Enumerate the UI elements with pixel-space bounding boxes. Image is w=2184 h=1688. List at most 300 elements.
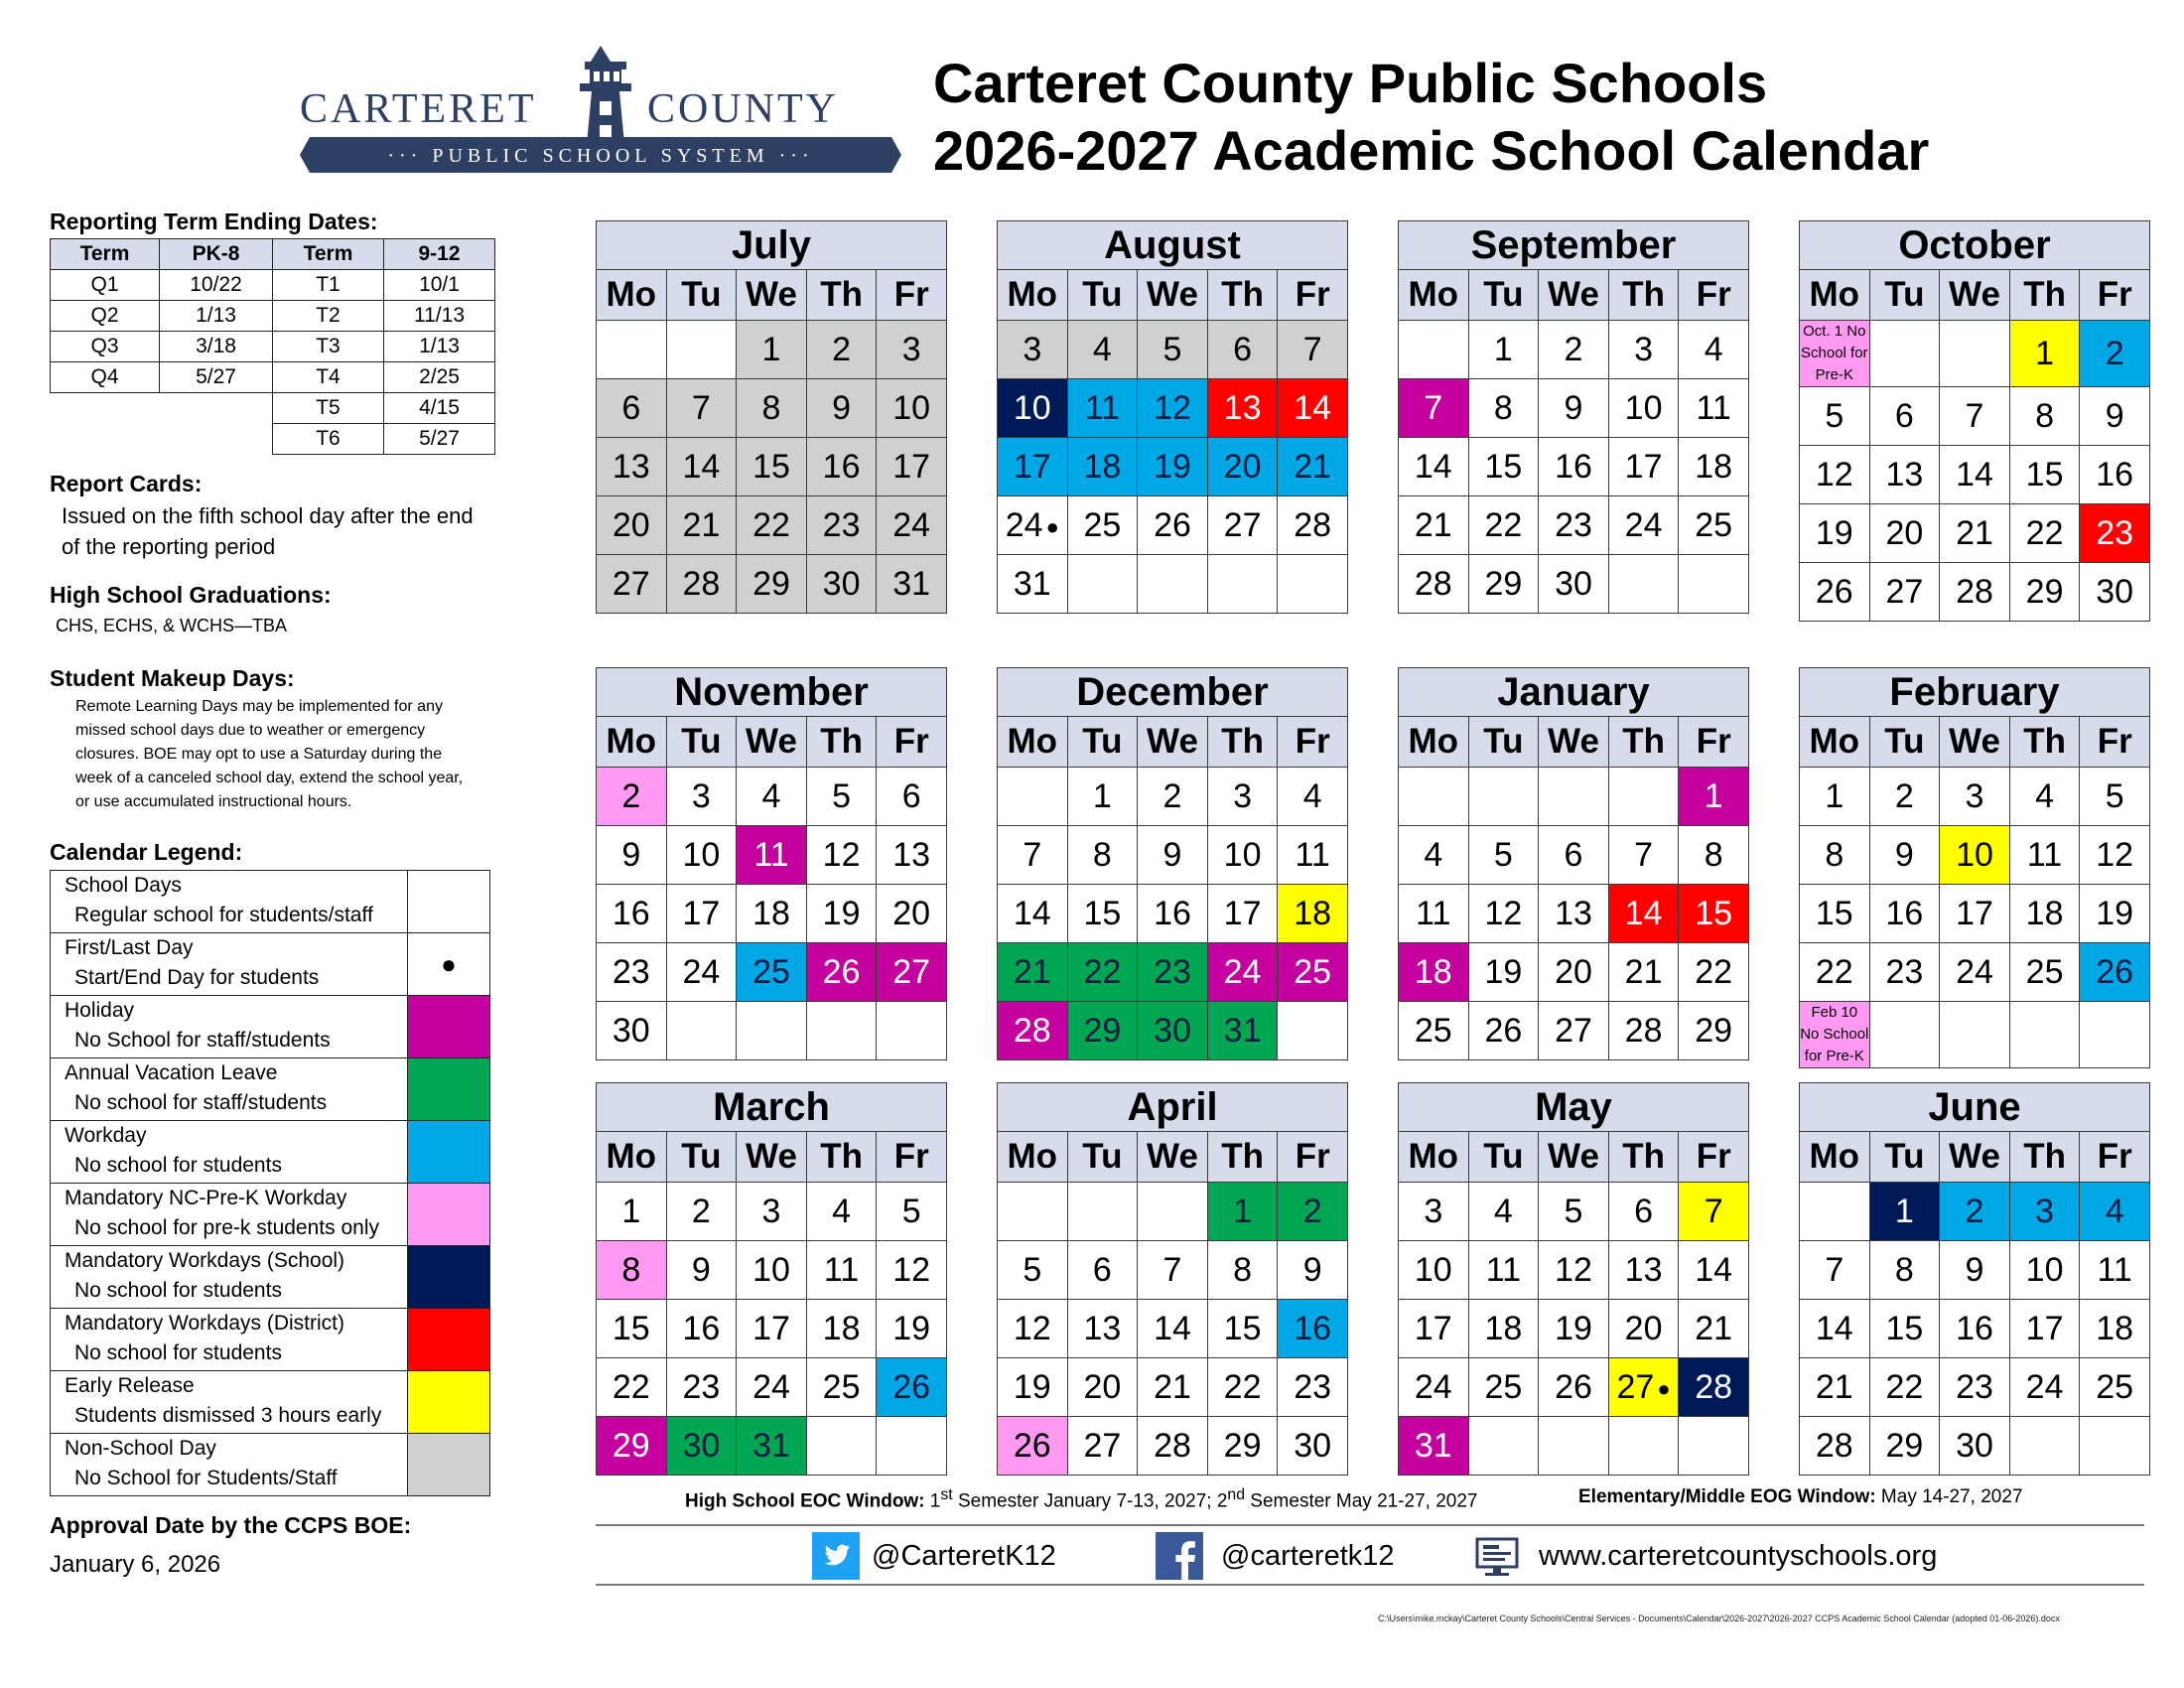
- day-cell: [666, 826, 737, 885]
- reporting-row: [51, 301, 495, 332]
- day-cell: [2080, 1183, 2150, 1241]
- day-number: 22: [1815, 952, 1853, 991]
- day-number: 16: [1555, 447, 1592, 486]
- day-number: 23: [822, 505, 861, 544]
- day-number: 5: [1564, 1192, 1583, 1230]
- day-number: 28: [1956, 572, 1993, 611]
- day-number: 23: [1956, 1367, 1993, 1406]
- week-row: [597, 1358, 947, 1417]
- day-number: 9: [2105, 396, 2124, 435]
- day-number: 29: [612, 1426, 650, 1465]
- day-cell: [2009, 826, 2080, 885]
- month-march: [596, 1082, 947, 1476]
- weekday-header: Tu: [1067, 717, 1138, 768]
- day-cell: [998, 826, 1068, 885]
- day-cell: [1207, 555, 1278, 614]
- day-number: 18: [1294, 894, 1332, 932]
- day-number: 6: [1092, 1250, 1112, 1289]
- weekday-header: Th: [2009, 717, 2080, 768]
- day-number: 13: [1223, 388, 1262, 427]
- day-cell: [1800, 504, 1870, 563]
- week-row: [1800, 446, 2150, 504]
- day-number: 3: [2035, 1192, 2055, 1230]
- day-cell: [1278, 438, 1348, 496]
- day-number: 10: [1414, 1250, 1452, 1289]
- day-cell: [1608, 1183, 1679, 1241]
- website-icon[interactable]: [1473, 1531, 1521, 1581]
- day-number: 14: [1013, 894, 1051, 932]
- weekday-header: Fr: [877, 717, 947, 768]
- day-cell: [1067, 1002, 1138, 1060]
- day-cell: [737, 768, 807, 826]
- day-number: 6: [1233, 330, 1253, 368]
- day-cell: [666, 555, 737, 614]
- day-cell: [2009, 1300, 2080, 1358]
- day-number: 22: [1083, 952, 1122, 991]
- month-name: April: [998, 1083, 1348, 1132]
- day-number: 26: [1555, 1367, 1592, 1406]
- day-cell: [1138, 1183, 1208, 1241]
- graduations-heading: High School Graduations:: [50, 582, 332, 608]
- day-cell: [1608, 768, 1679, 826]
- day-cell: [597, 496, 667, 555]
- day-cell: [998, 1300, 1068, 1358]
- day-cell: [1399, 1417, 1469, 1476]
- day-number: 16: [1294, 1309, 1332, 1347]
- day-cell: [1067, 321, 1138, 379]
- month-name: February: [1800, 668, 2150, 717]
- weekday-header: Fr: [2080, 270, 2150, 321]
- eoc-sup: st: [940, 1486, 953, 1503]
- legend-desc: No school for students: [74, 1279, 282, 1302]
- day-cell: [877, 379, 947, 438]
- day-cell: [1539, 1300, 1609, 1358]
- reporting-cell: Q4: [51, 362, 160, 393]
- day-number: 26: [892, 1367, 931, 1406]
- week-row: [1800, 943, 2150, 1002]
- weekday-header: Fr: [877, 270, 947, 321]
- day-cell: [1067, 379, 1138, 438]
- day-number: 19: [2096, 894, 2134, 932]
- day-number: 20: [1624, 1309, 1663, 1347]
- day-number: 22: [1695, 952, 1733, 991]
- weekday-header: Fr: [1278, 717, 1348, 768]
- week-row: [1399, 555, 1749, 614]
- day-number: 25: [752, 952, 790, 991]
- day-cell: [666, 1417, 737, 1476]
- week-row: [998, 1241, 1348, 1300]
- day-number: 14: [1624, 894, 1663, 932]
- day-number: 18: [1083, 447, 1122, 486]
- day-cell: [1399, 1241, 1469, 1300]
- day-number: 16: [1154, 894, 1191, 932]
- day-number: 11: [753, 835, 789, 874]
- reporting-cell: 5/27: [160, 362, 273, 393]
- week-row: [1399, 1241, 1749, 1300]
- day-cell: [877, 1002, 947, 1060]
- day-cell: [806, 555, 877, 614]
- day-number: 4: [761, 776, 781, 815]
- day-cell: [597, 1300, 667, 1358]
- day-number: 14: [1414, 447, 1452, 486]
- day-cell: [2009, 504, 2080, 563]
- day-number: 16: [822, 447, 861, 486]
- day-cell: [877, 1417, 947, 1476]
- day-number: 2: [621, 776, 641, 815]
- week-row: [1800, 563, 2150, 622]
- day-cell: [1679, 496, 1749, 555]
- day-number: 1: [1825, 776, 1844, 815]
- day-cell: [1278, 555, 1348, 614]
- day-number: 9: [691, 1250, 711, 1289]
- day-number: 17: [1956, 894, 1993, 932]
- day-number: 11: [1485, 1250, 1522, 1289]
- file-path: C:\Users\mike.mckay\Carteret County Schools\Central Services - Documents\Calendar\2026-2027\2026-2027 CCPS Academic School Calendar (adopted 01-06-2026).docx: [1378, 1614, 2060, 1623]
- day-number: 8: [1092, 835, 1112, 874]
- day-cell: [1067, 496, 1138, 555]
- day-cell: [1207, 438, 1278, 496]
- day-cell: [1869, 1417, 1940, 1476]
- reporting-row: [51, 393, 495, 424]
- week-row: [1800, 1417, 2150, 1476]
- day-cell: [666, 379, 737, 438]
- legend-swatch: [408, 1058, 490, 1121]
- day-cell: [1468, 1183, 1539, 1241]
- reporting-cell: [160, 424, 273, 455]
- week-row: [597, 555, 947, 614]
- day-number: 1: [761, 330, 781, 368]
- day-cell: [1679, 438, 1749, 496]
- week-row: [1399, 885, 1749, 943]
- day-cell: [877, 438, 947, 496]
- day-number: 10: [1223, 835, 1262, 874]
- eog-label: Elementary/Middle EOG Window:: [1578, 1486, 1876, 1507]
- day-cell: [1278, 379, 1348, 438]
- week-row: [1800, 1002, 2150, 1068]
- day-number: 31: [1223, 1011, 1262, 1050]
- day-cell: [1608, 379, 1679, 438]
- legend-desc: No school for students: [74, 1154, 282, 1177]
- weekday-header: Mo: [597, 1132, 667, 1183]
- day-cell: [1207, 379, 1278, 438]
- legend-desc: No school for staff/students: [74, 1091, 328, 1114]
- day-cell: [1468, 1241, 1539, 1300]
- day-number: 1: [621, 1192, 641, 1230]
- day-number: 28: [1624, 1011, 1663, 1050]
- day-number: 28: [682, 564, 721, 603]
- day-number: 19: [822, 894, 861, 932]
- weekday-header: Tu: [1869, 717, 1940, 768]
- day-number: 10: [1956, 835, 1993, 874]
- reporting-cell: 10/1: [384, 270, 495, 301]
- weekday-header: Mo: [998, 270, 1068, 321]
- day-cell: [1800, 1417, 1870, 1476]
- day-number: 21: [1414, 505, 1452, 544]
- day-cell: [2009, 1183, 2080, 1241]
- day-number: 24: [752, 1367, 790, 1406]
- weekday-header: Th: [1207, 270, 1278, 321]
- day-number: 18: [1695, 447, 1733, 486]
- day-cell: [1869, 1183, 1940, 1241]
- footer-divider: [596, 1584, 2144, 1586]
- day-cell: [1138, 1417, 1208, 1476]
- day-cell: [2080, 504, 2150, 563]
- day-cell: [1067, 885, 1138, 943]
- day-cell: [877, 943, 947, 1002]
- legend-desc: Students dismissed 3 hours early: [74, 1404, 382, 1427]
- weekday-header: Fr: [2080, 717, 2150, 768]
- day-cell: [1940, 1417, 2010, 1476]
- day-number: 5: [1162, 330, 1182, 368]
- day-cell: [1207, 1358, 1278, 1417]
- day-number: 2: [1162, 776, 1182, 815]
- district-logo: [298, 38, 903, 177]
- week-row: [597, 1417, 947, 1476]
- reporting-cell: 11/13: [384, 301, 495, 332]
- day-number: 30: [1294, 1426, 1332, 1465]
- day-number: 10: [1624, 388, 1663, 427]
- day-cell: [1539, 1417, 1609, 1476]
- day-number: 28: [1815, 1426, 1853, 1465]
- day-number: 9: [1894, 835, 1914, 874]
- legend-desc: No School for Students/Staff: [74, 1467, 338, 1489]
- legend-label: [51, 1246, 408, 1309]
- day-cell: [1940, 1183, 2010, 1241]
- day-cell: [1869, 1241, 1940, 1300]
- day-number: 2: [1564, 330, 1583, 368]
- twitter-handle[interactable]: @CarteretK12: [872, 1540, 1056, 1572]
- week-row: [998, 1002, 1348, 1060]
- day-cell: [998, 943, 1068, 1002]
- day-number: 15: [1484, 447, 1523, 486]
- month-september: [1398, 220, 1749, 614]
- week-row: [998, 1417, 1348, 1476]
- day-cell: [1138, 1358, 1208, 1417]
- day-cell: [1800, 943, 1870, 1002]
- day-number: 24: [1414, 1367, 1452, 1406]
- day-number: 26: [1013, 1426, 1051, 1465]
- weekday-header: Tu: [1468, 1132, 1539, 1183]
- weekday-header: Mo: [1800, 1132, 1870, 1183]
- day-cell: [1869, 504, 1940, 563]
- week-row: [1800, 387, 2150, 446]
- reporting-cell: Q2: [51, 301, 160, 332]
- day-cell: [1869, 1002, 1940, 1068]
- day-cell: [737, 1241, 807, 1300]
- day-number: 20: [1555, 952, 1592, 991]
- day-cell: [666, 1002, 737, 1060]
- day-number: 13: [1624, 1250, 1663, 1289]
- day-number: 26: [1154, 505, 1191, 544]
- day-cell: [1608, 1417, 1679, 1476]
- makeup-heading: Student Makeup Days:: [50, 665, 295, 691]
- day-number: 1: [1704, 776, 1723, 815]
- day-cell: [1399, 943, 1469, 1002]
- day-number: 19: [1013, 1367, 1051, 1406]
- day-cell: [1940, 943, 2010, 1002]
- week-row: [998, 496, 1348, 555]
- day-cell: [1278, 321, 1348, 379]
- day-number: 19: [1484, 952, 1523, 991]
- day-number: 30: [612, 1011, 650, 1050]
- day-number: 1: [1493, 330, 1513, 368]
- day-cell: [998, 1358, 1068, 1417]
- day-number: 15: [752, 447, 790, 486]
- weekday-header: Tu: [1067, 270, 1138, 321]
- website-link[interactable]: www.carteretcountyschools.org: [1539, 1540, 1938, 1572]
- day-cell: [1399, 1002, 1469, 1060]
- day-cell: [1940, 885, 2010, 943]
- weekday-header: We: [1138, 717, 1208, 768]
- day-cell: [877, 826, 947, 885]
- weekday-header: We: [1539, 1132, 1609, 1183]
- day-cell: [2080, 826, 2150, 885]
- day-cell: [1679, 321, 1749, 379]
- day-number: 20: [1223, 447, 1262, 486]
- weekday-header: Tu: [666, 270, 737, 321]
- day-number: 11: [2097, 1250, 2132, 1289]
- day-number: 8: [1493, 388, 1513, 427]
- legend-item: [51, 871, 490, 933]
- day-cell: [1067, 1241, 1138, 1300]
- day-number: 20: [1885, 513, 1924, 552]
- day-number: 11: [1416, 894, 1451, 932]
- week-row: [597, 1002, 947, 1060]
- day-number: 23: [612, 952, 650, 991]
- day-number: 30: [1154, 1011, 1191, 1050]
- day-cell: [737, 885, 807, 943]
- reporting-cell: T2: [273, 301, 384, 332]
- legend-desc: No school for students: [74, 1341, 282, 1364]
- week-row: [597, 379, 947, 438]
- day-cell: [1539, 885, 1609, 943]
- day-number: 25: [1294, 952, 1332, 991]
- week-row: [597, 1241, 947, 1300]
- day-number: 21: [1154, 1367, 1191, 1406]
- day-number: 15: [1223, 1309, 1262, 1347]
- day-number: 15: [1815, 894, 1853, 932]
- day-cell: [877, 768, 947, 826]
- day-number: 13: [892, 835, 931, 874]
- day-cell: [1468, 885, 1539, 943]
- day-cell: [806, 768, 877, 826]
- legend-item: [51, 1434, 490, 1496]
- graduations-text: CHS, ECHS, & WCHS—TBA: [56, 616, 288, 635]
- day-number: 16: [682, 1309, 721, 1347]
- day-cell: [1278, 943, 1348, 1002]
- day-number: 3: [1233, 776, 1253, 815]
- day-cell: [666, 321, 737, 379]
- day-cell: [1800, 768, 1870, 826]
- day-number: 29: [752, 564, 790, 603]
- weekday-header: Mo: [1800, 717, 1870, 768]
- day-cell: [1869, 563, 1940, 622]
- day-cell: [1869, 826, 1940, 885]
- week-row: [1399, 768, 1749, 826]
- day-number: 8: [621, 1250, 641, 1289]
- month-december: [997, 667, 1348, 1060]
- day-number: 6: [1564, 835, 1583, 874]
- day-number: 13: [612, 447, 650, 486]
- week-row: [597, 943, 947, 1002]
- week-row: [597, 1300, 947, 1358]
- month-june: [1799, 1082, 2150, 1476]
- day-cell: [1679, 1183, 1749, 1241]
- day-number: 24: [1956, 952, 1993, 991]
- reporting-cell: T6: [273, 424, 384, 455]
- day-cell: [1869, 1300, 1940, 1358]
- twitter-icon[interactable]: [812, 1531, 860, 1581]
- day-number: 3: [1424, 1192, 1443, 1230]
- legend-item: [51, 1371, 490, 1434]
- day-cell: [1399, 496, 1469, 555]
- day-cell: [806, 1417, 877, 1476]
- day-number: 12: [822, 835, 861, 874]
- day-number: 23: [682, 1367, 721, 1406]
- day-number: 10: [2025, 1250, 2064, 1289]
- day-cell: [2009, 768, 2080, 826]
- reporting-row: [51, 424, 495, 455]
- day-cell: [597, 826, 667, 885]
- day-number: 16: [1885, 894, 1924, 932]
- day-cell: [1207, 1300, 1278, 1358]
- day-cell: [1468, 768, 1539, 826]
- day-number: 9: [832, 388, 852, 427]
- eoc-sup: nd: [1227, 1486, 1246, 1503]
- day-cell: [1608, 1241, 1679, 1300]
- day-cell: [2009, 446, 2080, 504]
- facebook-handle[interactable]: @carteretk12: [1221, 1540, 1395, 1572]
- weekday-header: Tu: [1067, 1132, 1138, 1183]
- reporting-cell: T5: [273, 393, 384, 424]
- day-number: 8: [1825, 835, 1844, 874]
- day-cell: [1679, 1358, 1749, 1417]
- day-cell: [1468, 943, 1539, 1002]
- day-number: 20: [612, 505, 650, 544]
- legend-title: Holiday: [65, 999, 135, 1022]
- day-number: 23: [1154, 952, 1191, 991]
- month-name: December: [998, 668, 1348, 717]
- day-number: 7: [1424, 388, 1443, 427]
- day-cell: [1608, 943, 1679, 1002]
- day-cell: [998, 885, 1068, 943]
- week-row: [998, 438, 1348, 496]
- day-cell: [806, 438, 877, 496]
- day-cell: [1278, 826, 1348, 885]
- day-cell: [2009, 885, 2080, 943]
- facebook-icon[interactable]: [1156, 1531, 1203, 1581]
- day-cell: [1679, 1002, 1749, 1060]
- day-cell: [877, 496, 947, 555]
- day-cell: [737, 321, 807, 379]
- day-cell: [1138, 438, 1208, 496]
- day-number: 3: [1965, 776, 1984, 815]
- day-number: 22: [612, 1367, 650, 1406]
- day-number: 4: [1424, 835, 1443, 874]
- month-april: [997, 1082, 1348, 1476]
- legend-title: Mandatory Workdays (School): [65, 1249, 345, 1272]
- day-cell: [877, 555, 947, 614]
- day-number: 12: [1555, 1250, 1592, 1289]
- day-cell: [2080, 885, 2150, 943]
- makeup-line: week of a canceled school day, extend the school year,: [75, 770, 464, 786]
- day-cell: [998, 768, 1068, 826]
- month-name: November: [597, 668, 947, 717]
- day-number: 31: [892, 564, 931, 603]
- weekday-header: Mo: [998, 717, 1068, 768]
- day-cell: [1539, 826, 1609, 885]
- day-cell: [2009, 1241, 2080, 1300]
